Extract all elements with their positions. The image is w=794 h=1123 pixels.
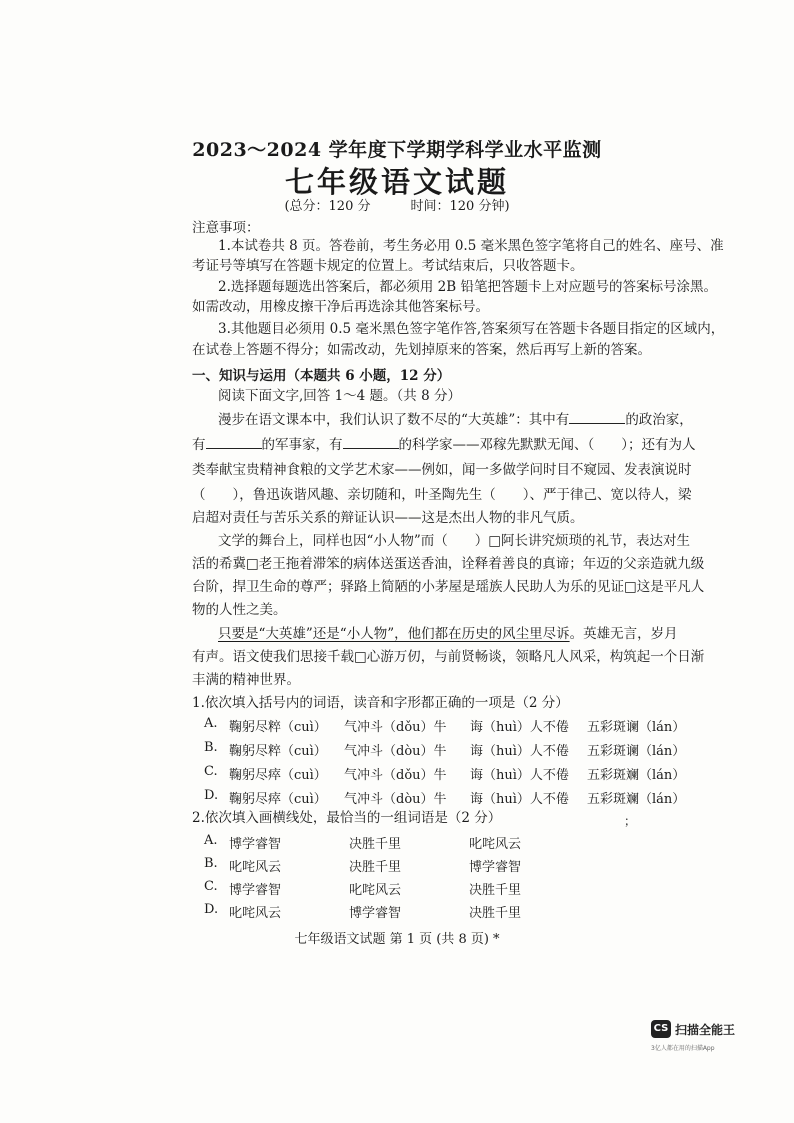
- scanner-watermark: [651, 1020, 751, 1044]
- fill-blank: [206, 436, 262, 449]
- option-item: 鞠躬尽粹（cuì）: [229, 720, 327, 735]
- passage-text: 漫步在语文课本中，我们认识了数不尽的“大英雄”：其中有: [218, 412, 570, 428]
- option-item: 叱咤风云: [229, 906, 282, 921]
- option-item: 鞠躬尽瘁（cuì）: [229, 792, 327, 807]
- exam-score-time: [0, 195, 794, 214]
- fill-blank: [343, 436, 399, 449]
- option-letter: D.: [204, 788, 219, 803]
- section-heading: 一、知识与运用（本题共 6 小题，12 分）: [192, 368, 451, 384]
- passage-text: 。英雄无言，岁月: [569, 626, 678, 642]
- question-1-stem: 1.依次填入括号内的词语，读音和字形都正确的一项是（2 分）: [192, 695, 569, 711]
- page-footer: 七年级语文试题 第 1 页 (共 8 页) *: [294, 932, 500, 947]
- passage-text: 的军事家，有: [261, 437, 343, 453]
- option-item: 决胜千里: [349, 860, 402, 875]
- passage-line: [218, 411, 693, 429]
- option-letter: B.: [204, 740, 218, 755]
- notice-line: 3.其他题目必须用 0.5 毫米黑色签字笔作答,答案须写在答题卡各题目指定的区域内，: [218, 321, 725, 337]
- option-item: 气冲斗（dòu）牛: [344, 792, 447, 807]
- q1-option-b: [204, 740, 684, 758]
- option-item: 诲（huì）人不倦: [470, 720, 569, 735]
- option-item: 气冲斗（dǒu）牛: [344, 720, 447, 735]
- passage-text: 的科学家——邓稼先默默无闻、（ ）；还有为人: [398, 437, 696, 453]
- option-item: 决胜千里: [469, 906, 522, 921]
- option-item: 决胜千里: [349, 837, 402, 852]
- passage-text: 有: [192, 437, 206, 453]
- notice-line: 1.本试卷共 8 页。答卷前，考生务必用 0.5 毫米黑色签字笔将自己的姓名、座号、准: [218, 238, 724, 254]
- exam-title-line2: 七年级语文试题: [284, 165, 509, 199]
- option-item: 决胜千里: [469, 883, 522, 898]
- stray-mark: ；: [624, 814, 637, 828]
- option-item: 叱咤风云: [469, 837, 522, 852]
- option-item: 叱咤风云: [229, 860, 282, 875]
- option-letter: A.: [204, 833, 218, 848]
- option-item: 博学睿智: [229, 883, 282, 898]
- q1-option-d: [204, 788, 684, 806]
- option-item: 博学睿智: [469, 860, 522, 875]
- question-2-stem: 2.依次填入画横线处，最恰当的一组词语是（2 分）: [192, 810, 502, 826]
- notice-line: 2.选择题每题选出答案后，都必须用 2B 铅笔把答题卡上对应题号的答案标号涂黑。: [218, 279, 717, 295]
- passage-line: 丰满的精神世界。: [192, 672, 300, 688]
- option-item: 诲（huì）人不倦: [470, 744, 569, 759]
- q2-option-d: [204, 902, 604, 920]
- option-item: 博学睿智: [229, 837, 282, 852]
- fill-blank: [569, 411, 625, 424]
- passage-line: [192, 436, 696, 454]
- passage-line: 启超对责任与苦乐关系的辩证认识——这是杰出人物的非凡气质。: [192, 510, 584, 526]
- option-letter: D.: [204, 902, 219, 917]
- notice-line: 如需改动，用橡皮擦干净后再选涂其他答案标号。: [192, 299, 489, 315]
- option-letter: B.: [204, 856, 218, 871]
- option-item: 气冲斗（dǒu）牛: [344, 768, 447, 783]
- option-item: 叱咤风云: [349, 883, 402, 898]
- option-item: 博学睿智: [349, 906, 402, 921]
- option-item: 诲（huì）人不倦: [470, 768, 569, 783]
- option-item: 五彩斑斓（lán）: [587, 768, 686, 783]
- passage-text: 的政治家，: [625, 412, 693, 428]
- q1-option-a: [204, 716, 684, 734]
- option-item: 五彩斑谰（lán）: [587, 720, 686, 735]
- option-item: 五彩斑谰（lán）: [587, 744, 686, 759]
- option-letter: C.: [204, 764, 218, 779]
- notice-line: 考证号等填写在答题卡规定的位置上。考试结束后，只收答题卡。: [192, 258, 584, 274]
- option-letter: A.: [204, 716, 218, 731]
- q2-option-c: [204, 879, 604, 897]
- q2-option-b: [204, 856, 604, 874]
- option-item: 鞠躬尽瘁（cuì）: [229, 768, 327, 783]
- notice-heading: 注意事项：: [192, 220, 260, 236]
- option-item: 鞠躬尽粹（cuì）: [229, 744, 327, 759]
- q2-option-a: [204, 833, 604, 851]
- total-score: (总分：120 分: [284, 199, 371, 214]
- notice-line: 在试卷上答题不得分；如需改动，先划掉原来的答案，然后再写上新的答案。: [192, 342, 651, 358]
- exam-title-line1: 2023～2024 学年度下学期学科学业水平监测: [192, 139, 602, 161]
- passage-line: （ ），鲁迅诙谐风趣、亲切随和，叶圣陶先生（ ）、严于律己、宽以待人，梁: [192, 487, 692, 503]
- q1-option-c: [204, 764, 684, 782]
- passage-line: 有声。语文使我们思接千载□心游万仞，与前贤畅谈，领略凡人风采，构筑起一个日渐: [192, 649, 705, 665]
- passage-line: 类奉献宝贵精神食粮的文学艺术家——例如，闻一多做学问时目不窥园、发表演说时: [192, 462, 692, 478]
- passage-line: 活的希冀□老王拖着滞笨的病体送蛋送香油，诠释着善良的真谛；年迈的父亲造就九级: [192, 556, 705, 572]
- scanner-app-slogan: 3亿人都在用的扫描App: [651, 1045, 715, 1052]
- option-item: 气冲斗（dòu）牛: [344, 744, 447, 759]
- reading-instruction: 阅读下面文字,回答 1～4 题。（共 8 分）: [218, 388, 461, 404]
- passage-line: 台阶，捍卫生命的尊严；驿路上简陋的小茅屋是瑶族人民助人为乐的见证□这是平凡人: [192, 579, 705, 595]
- scanner-app-name: 扫描全能王: [675, 1023, 736, 1037]
- underlined-sentence: 只要是“大英雄”还是“小人物”，他们都在历史的风尘里尽诉: [218, 626, 570, 642]
- option-letter: C.: [204, 879, 218, 894]
- option-item: 诲（huì）人不倦: [470, 792, 569, 807]
- cs-logo-icon: CS: [651, 1020, 671, 1038]
- passage-line: 文学的舞台上，同样也因“小人物”而（ ）□阿长讲究烦琐的礼节，表达对生: [218, 533, 691, 549]
- option-item: 五彩斑斓（lán）: [587, 792, 686, 807]
- exam-time: 时间：120 分钟): [410, 199, 510, 214]
- passage-line: 物的人性之美。: [192, 602, 287, 618]
- passage-line: [218, 625, 678, 643]
